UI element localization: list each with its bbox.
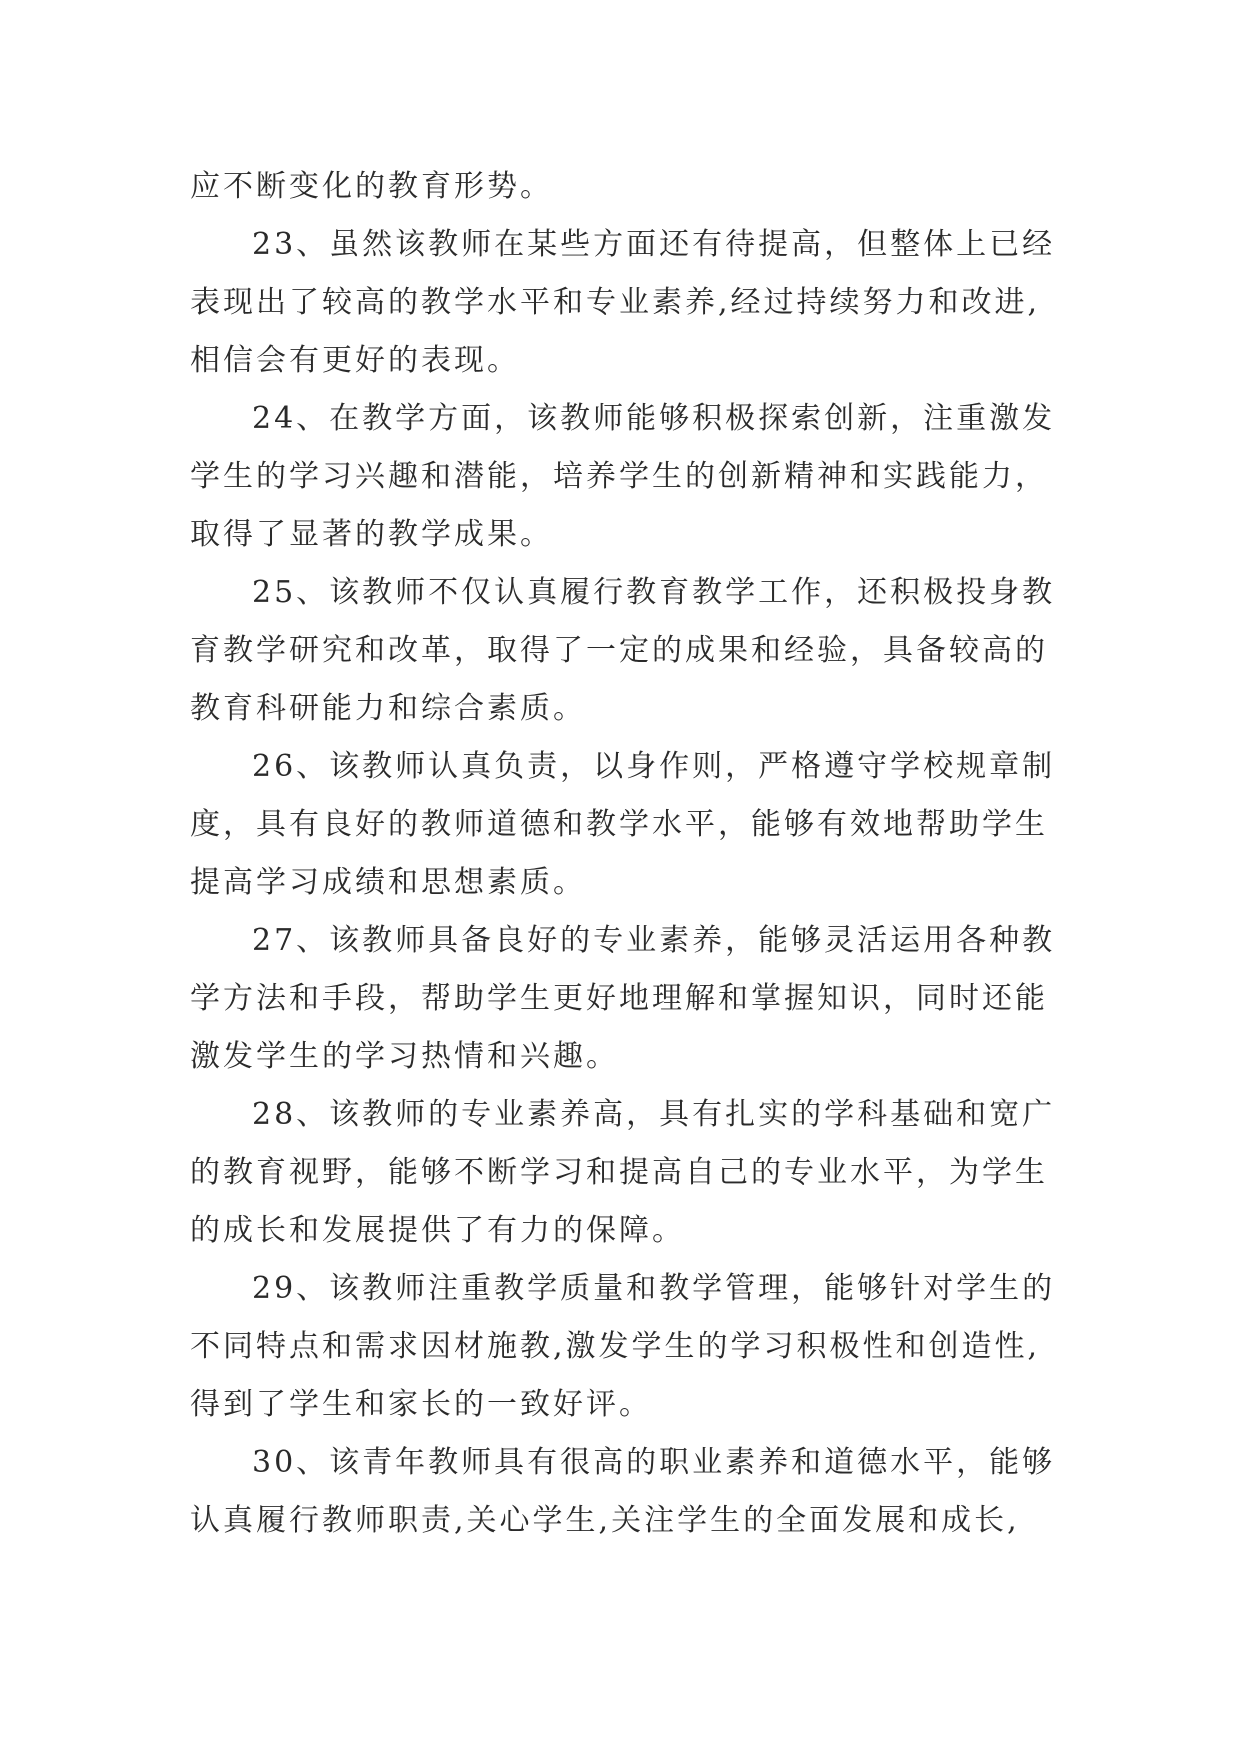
text-line: 度，具有良好的教师道德和教学水平，能够有效地帮助学生 [190,807,1048,842]
text-line: 的成长和发展提供了有力的保障。 [190,1213,685,1248]
text-line: 29、该教师注重教学质量和教学管理，能够针对学生的 [252,1271,1056,1306]
paragraph-22-tail [190,158,1090,216]
text-line: 教育科研能力和综合素质。 [190,691,586,726]
text-line: 25、该教师不仅认真履行教育教学工作，还积极投身教 [252,575,1056,610]
text-line: 23、虽然该教师在某些方面还有待提高，但整体上已经 [252,227,1056,262]
paragraph-27 [190,912,1090,1086]
text-line: 表现出了较高的教学水平和专业素养,经过持续努力和改进, [190,285,1041,320]
paragraph-28 [190,1086,1090,1260]
text-line: 27、该教师具备良好的专业素养，能够灵活运用各种教 [252,923,1056,958]
text-line: 相信会有更好的表现。 [190,343,520,378]
text-line: 不同特点和需求因材施教,激发学生的学习积极性和创造性, [190,1329,1041,1364]
paragraph-25 [190,564,1090,738]
text-line: 提高学习成绩和思想素质。 [190,865,586,900]
text-line: 30、该青年教师具有很高的职业素养和道德水平，能够 [252,1445,1056,1480]
text-line: 28、该教师的专业素养高，具有扎实的学科基础和宽广 [252,1097,1056,1132]
text-line: 认真履行教师职责,关心学生,关注学生的全面发展和成长, [190,1503,1020,1538]
text-line: 应不断变化的教育形势。 [190,169,553,204]
text-line: 学生的学习兴趣和潜能，培养学生的创新精神和实践能力， [190,459,1048,494]
paragraph-30 [190,1434,1090,1550]
paragraph-26 [190,738,1090,912]
text-line: 取得了显著的教学成果。 [190,517,553,552]
text-line: 24、在教学方面，该教师能够积极探索创新，注重激发 [252,401,1056,436]
paragraph-23 [190,216,1090,390]
text-line: 得到了学生和家长的一致好评。 [190,1387,652,1422]
text-line: 的教育视野，能够不断学习和提高自己的专业水平，为学生 [190,1155,1048,1190]
text-line: 激发学生的学习热情和兴趣。 [190,1039,619,1074]
text-line: 育教学研究和改革，取得了一定的成果和经验，具备较高的 [190,633,1048,668]
text-line: 26、该教师认真负责，以身作则，严格遵守学校规章制 [252,749,1056,784]
document-body [190,158,1090,1550]
paragraph-24 [190,390,1090,564]
text-line: 学方法和手段，帮助学生更好地理解和掌握知识，同时还能 [190,981,1048,1016]
paragraph-29 [190,1260,1090,1434]
